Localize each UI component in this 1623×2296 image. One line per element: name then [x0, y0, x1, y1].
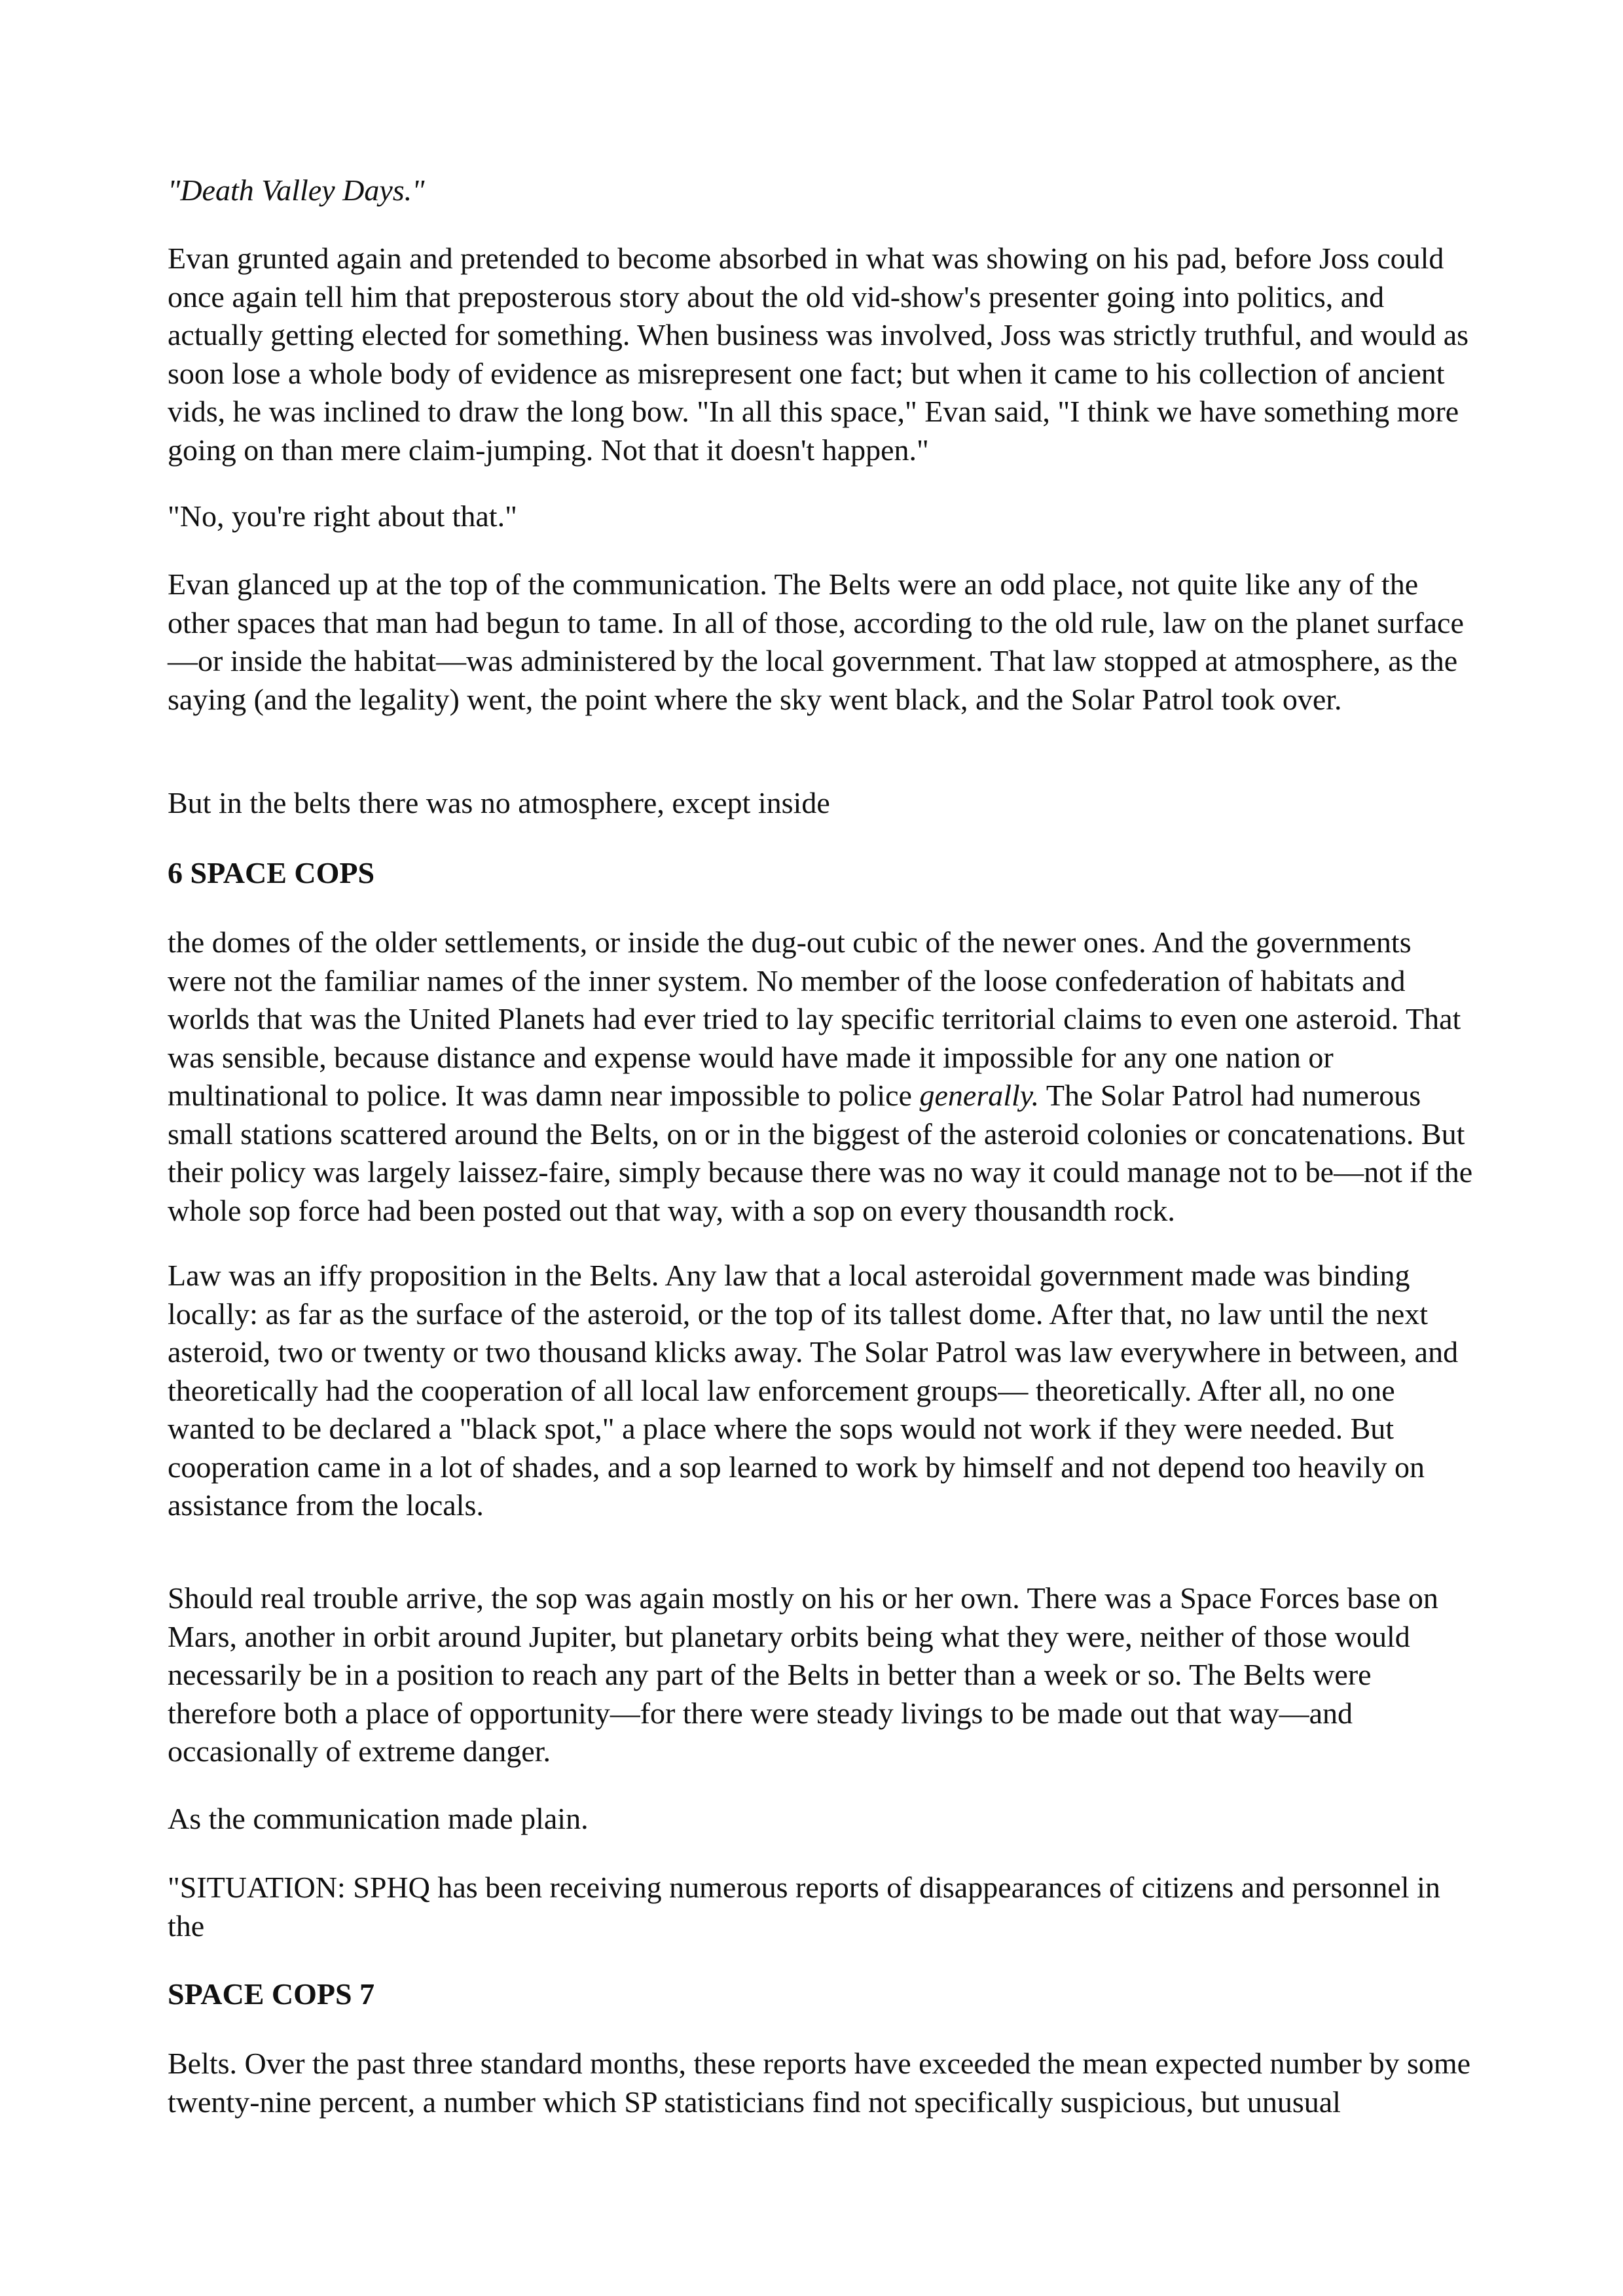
paragraph-10: Belts. Over the past three standard months, these reports have exceeded the mean expected number by some twenty-nine percent, a number which SP statisticians find not specifically suspicious, but unusual	[168, 2047, 1471, 2119]
paragraph-5-part-b: The Solar Patrol had numerous small stations scattered around the Belts, on or in the biggest of the asteroid colonies or concatenations. But their policy was largely laissez-faire, simply because there was no way it could manage not to be—not if the whole sop force had been posted out that way, with a sop on every thousandth rock.	[168, 1079, 1473, 1227]
paragraph-3: Evan glanced up at the top of the communication. The Belts were an odd place, not quite like any of the other spaces that man had begun to tame. In all of those, according to the old rule, law on the planet surface—or inside the habitat—was administered by the local government. That law stopped at atmosphere, as the saying (and the legality) went, the point where the sky went black, and the Solar Patrol took over.	[168, 567, 1464, 716]
paragraph-2: "No, you're right about that."	[168, 499, 517, 533]
opening-line: "Death Valley Days."	[168, 173, 425, 207]
running-head-page-7: SPACE COPS 7	[168, 1977, 375, 2011]
running-head-page-6: 6 SPACE COPS	[168, 856, 375, 889]
paragraph-9: "SITUATION: SPHQ has been receiving numerous reports of disappearances of citizens and personnel in the	[168, 1871, 1440, 1943]
paragraph-4: But in the belts there was no atmosphere, except inside	[168, 786, 830, 819]
paragraph-5-emphasis: generally.	[919, 1079, 1040, 1112]
paragraph-8: As the communication made plain.	[168, 1802, 589, 1835]
paragraph-5	[168, 924, 1477, 1230]
paragraph-1: Evan grunted again and pretended to become absorbed in what was showing on his pad, before Joss could once again tell him that preposterous story about the old vid-show's presenter going into politics, and actually getting elected for something. When business was involved, Joss was strictly truthful, and would as soon lose a whole body of evidence as misrepresent one fact; but when it came to his collection of ancient vids, he was inclined to draw the long bow. "In all this space," Evan said, "I think we have something more going on than mere claim-jumping. Not that it doesn't happen."	[168, 242, 1469, 467]
paragraph-7: Should real trouble arrive, the sop was again mostly on his or her own. There was a Space Forces base on Mars, another in orbit around Jupiter, but planetary orbits being what they were, neither of those would necessarily be in a position to reach any part of the Belts in better than a week or so. The Belts were therefore both a place of opportunity—for there were steady livings to be made out that way—and occasionally of extreme danger.	[168, 1581, 1438, 1768]
paragraph-5-part-a: the domes of the older settlements, or inside the dug-out cubic of the newer ones. And the governments were not the familiar names of the inner system. No member of the loose confederation of habitats and worlds that was the United Planets had ever tried to lay specific territorial claims to even one asteroid. That was sensible, because distance and expense would have made it impossible for any one nation or multinational to police. It was damn near impossible to police	[168, 925, 1461, 1112]
paragraph-6: Law was an iffy proposition in the Belts. Any law that a local asteroidal government made was binding locally: as far as the surface of the asteroid, or the top of its tallest dome. After that, no law until the next asteroid, two or twenty or two thousand klicks away. The Solar Patrol was law everywhere in between, and theoretically had the cooperation of all local law enforcement groups— theoretically. After all, no one wanted to be declared a "black spot," a place where the sops would not work if they were needed. But cooperation came in a lot of shades, and a sop learned to work by himself and not depend too heavily on assistance from the locals.	[168, 1259, 1459, 1522]
